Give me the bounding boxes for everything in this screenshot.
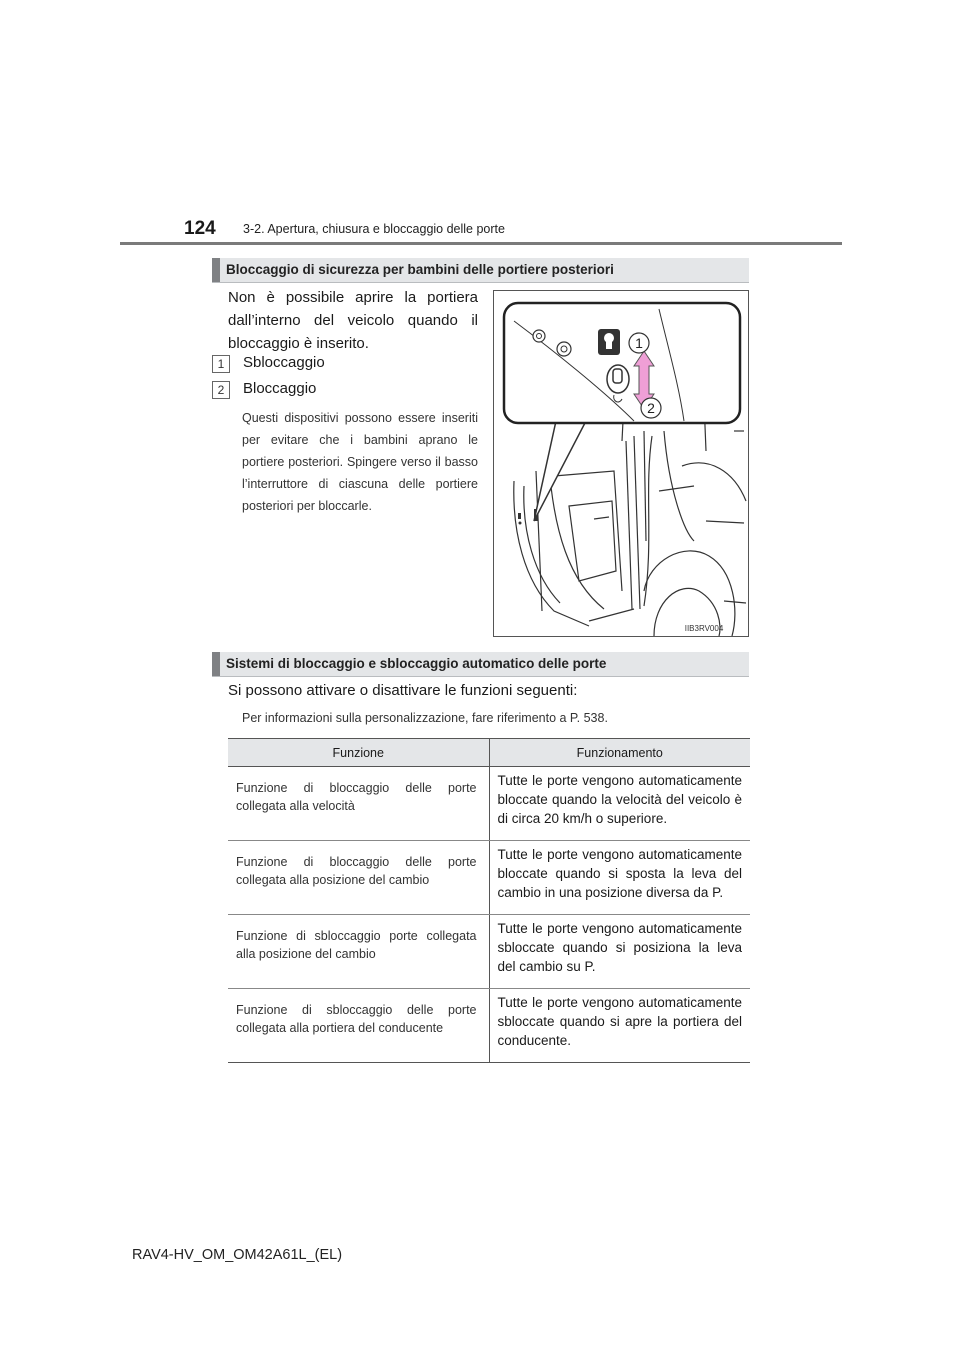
- table-row: [228, 915, 750, 989]
- document-code: RAV4-HV_OM_OM42A61L_(EL): [132, 1247, 343, 1263]
- section-title: Bloccaggio di sicurezza per bambini delle portiere posteriori: [226, 262, 614, 277]
- header-divider: [120, 242, 842, 245]
- operation-cell: Tutte le porte vengono automaticamente sbloccate quando si apre la portiera del conducente.: [489, 989, 750, 1063]
- lead-sentence: Si possono attivare o disattivare le funzioni seguenti:: [228, 682, 578, 699]
- door-hole-icon: [557, 342, 571, 356]
- section-accent: [212, 258, 220, 282]
- callout-1-label: 1: [635, 335, 643, 351]
- table-row: [228, 841, 750, 915]
- functions-table: [228, 738, 750, 1063]
- section-heading-child-lock: [212, 258, 749, 283]
- reference-note: Per informazioni sulla personalizzazione, fare riferimento a P. 538.: [242, 711, 608, 725]
- section-title: Sistemi di bloccaggio e sbloccaggio automatico delle porte: [226, 656, 607, 671]
- intro-paragraph: Non è possibile aprire la portiera dall’interno del veicolo quando il bloccaggio è inserito.: [228, 289, 478, 352]
- column-header: Funzionamento: [489, 739, 750, 767]
- table-row: [228, 989, 750, 1063]
- operation-cell: Tutte le porte vengono automaticamente bloccate quando la velocità del veicolo è di circa 20 km/h o superiore.: [489, 767, 750, 841]
- rear-door-drawing: [494, 291, 748, 636]
- chapter-title: 3-2. Apertura, chiusura e bloccaggio delle porte: [243, 222, 505, 236]
- door-hole-icon: [533, 330, 545, 342]
- section-heading-auto-lock: [212, 652, 749, 677]
- child-lock-symbol-icon: [606, 341, 612, 349]
- function-cell: Funzione di sbloccaggio delle porte collegata alla portiera del conducente: [228, 989, 489, 1063]
- callout-2-label: 2: [647, 400, 655, 416]
- callout-pointer: [534, 421, 586, 521]
- number-badge: 1: [212, 355, 230, 373]
- function-cell: Funzione di bloccaggio delle porte collegata alla posizione del cambio: [228, 841, 489, 915]
- column-header: Funzione: [228, 739, 489, 767]
- number-badge: 2: [212, 381, 230, 399]
- function-cell: Funzione di bloccaggio delle porte collegata alla velocità: [228, 767, 489, 841]
- table-row: [228, 767, 750, 841]
- page-number: 124: [184, 218, 216, 239]
- list-item-label: Bloccaggio: [243, 380, 317, 397]
- section-accent: [212, 652, 220, 676]
- lock-lever-knob-icon: [613, 369, 622, 383]
- table-header-row: [228, 739, 750, 767]
- operation-cell: Tutte le porte vengono automaticamente bloccate quando si sposta la leva del cambio in una posizione diversa da P.: [489, 841, 750, 915]
- car-body-lines: [514, 401, 746, 636]
- figure-code: IIB3RV004: [684, 624, 724, 633]
- list-item-label: Sbloccaggio: [243, 354, 325, 371]
- magnified-view-frame: [504, 303, 740, 423]
- function-cell: Funzione di sbloccaggio porte collegata alla posizione del cambio: [228, 915, 489, 989]
- note-paragraph: Questi dispositivi possono essere inseriti per evitare che i bambini aprano le portiere posteriori. Spingere verso il basso l’interruttore di ciascuna delle portiere posteriori per bloccarle.: [242, 411, 478, 513]
- operation-cell: Tutte le porte vengono automaticamente sbloccate quando si posiziona la leva del cambio su P.: [489, 915, 750, 989]
- child-lock-illustration: [493, 290, 749, 637]
